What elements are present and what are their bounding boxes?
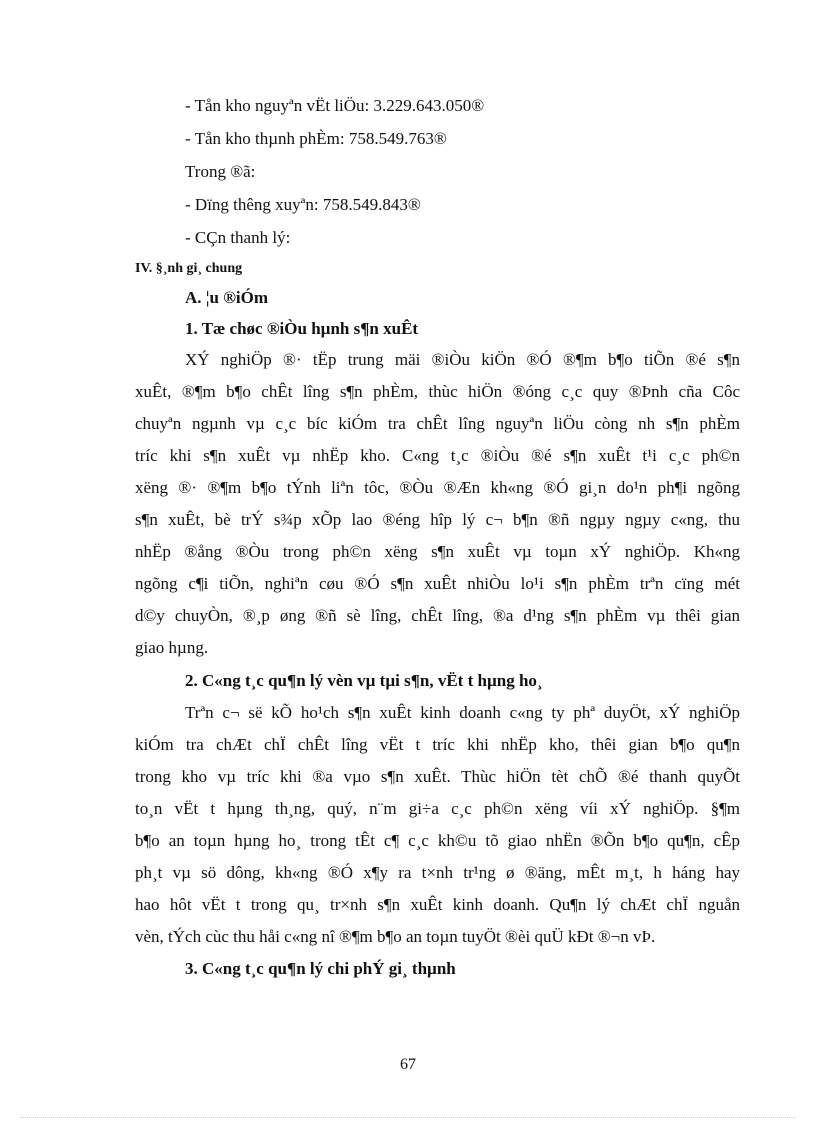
- text-line: Trong ®ã:: [185, 162, 256, 181]
- section-heading-iv: IV. §¸nh gi¸ chung: [135, 261, 243, 276]
- paragraph-line: Trªn c¬ së kÕ ho¹ch s¶n xuÊt kinh doanh c«ng ty phª duyÖt, xÝ nghiÖp: [185, 703, 740, 722]
- page-number: 67: [400, 1056, 416, 1073]
- paragraph-line: ph¸t vµ sö dông, kh«ng ®Ó x¶y ra t×nh tr¹ng ø ®äng, mÊt m¸t, h háng hay: [135, 863, 740, 882]
- paragraph-line: s¶n xuÊt, bè trÝ s¾p xÕp lao ®éng hîp lý c¬ b¶n ®ñ ngµy ngµy c«ng, thu: [135, 510, 740, 529]
- subsection-heading-1: 1. Tæ chøc ®iÒu hµnh s¶n xuÊt: [185, 319, 419, 338]
- page-bottom-divider: [20, 1117, 796, 1118]
- paragraph-line: kiÓm tra chÆt chÏ chÊt lîng vËt t tríc khi nhËp kho, thêi gian b¶o qu¶n: [135, 735, 740, 754]
- stock-regular-use: - Dïng thêng xuyªn: 758.549.843®: [185, 195, 421, 214]
- paragraph-line: XÝ nghiÖp ®· tËp trung mäi ®iÒu kiÖn ®Ó ®¶m b¶o tiÕn ®é s¶n: [185, 350, 740, 369]
- paragraph-line: to¸n vËt t hµng th¸ng, quý, n¨m gi÷a c¸c ph©n xëng víi xÝ nghiÖp. §¶m: [135, 799, 740, 818]
- paragraph-line: hao hôt vËt t trong qu¸ tr×nh s¶n xuÊt kinh doanh. Qu¶n lý chÆt chÏ nguån: [135, 895, 740, 914]
- stock-to-liquidate: - CÇn thanh lý:: [185, 228, 291, 247]
- subsection-heading-a: A. ¦u ®iÓm: [185, 288, 269, 307]
- paragraph-line: d©y chuyÒn, ®¸p øng ®ñ sè lîng, chÊt lîng, ®a d¹ng s¶n phÈm vµ thêi gian: [135, 606, 740, 625]
- paragraph-line: trong kho vµ tríc khi ®a vµo s¶n xuÊt. Thùc hiÖn tèt chÕ ®é thanh quyÕt: [135, 767, 740, 786]
- paragraph-line: ngõng c¶i tiÕn, nghiªn cøu ®Ó s¶n xuÊt nhiÒu lo¹i s¶n phÈm trªn cïng mét: [135, 574, 740, 593]
- paragraph-line: xëng ®· ®¶m b¶o tÝnh liªn tôc, ®Òu ®Æn kh«ng ®Ó gi¸n do¹n ph¶i ngõng: [135, 478, 740, 497]
- paragraph-line: xuÊt, ®¶m b¶o chÊt lîng s¶n phÈm, thùc hiÖn ®óng c¸c quy ®Þnh cña Côc: [135, 382, 740, 401]
- paragraph-line: tríc khi s¶n xuÊt vµ nhËp kho. C«ng t¸c ®iÒu ®é s¶n xuÊt t¹i c¸c ph©n: [135, 446, 740, 465]
- paragraph-line: b¶o an toµn hµng ho¸ trong tÊt c¶ c¸c kh©u tõ giao nhËn ®Õn b¶o qu¶n, cÊp: [135, 831, 740, 850]
- paragraph-line: vèn, tÝch cùc thu håi c«ng nî ®¶m b¶o an toµn tuyÖt ®èi quÜ kÐt ®¬n vÞ.: [135, 927, 656, 946]
- stock-raw-materials: - Tån kho nguyªn vËt liÖu: 3.229.643.050®: [185, 96, 485, 115]
- paragraph-line: giao hµng.: [135, 638, 209, 657]
- subsection-heading-3: 3. C«ng t¸c qu¶n lý chi phÝ gi¸ thµnh: [185, 959, 456, 978]
- subsection-heading-2: 2. C«ng t¸c qu¶n lý vèn vµ tµi s¶n, vËt t hµng ho¸: [185, 671, 543, 690]
- paragraph-line: chuyªn ngµnh vµ c¸c bíc kiÓm tra chÊt lîng nguyªn liÖu còng nh s¶n phÈm: [135, 414, 740, 433]
- paragraph-line: nhËp ®ång ®Òu trong ph©n xëng s¶n xuÊt vµ toµn xÝ nghiÖp. Kh«ng: [135, 542, 740, 561]
- stock-finished-goods: - Tån kho thµnh phÈm: 758.549.763®: [185, 129, 447, 148]
